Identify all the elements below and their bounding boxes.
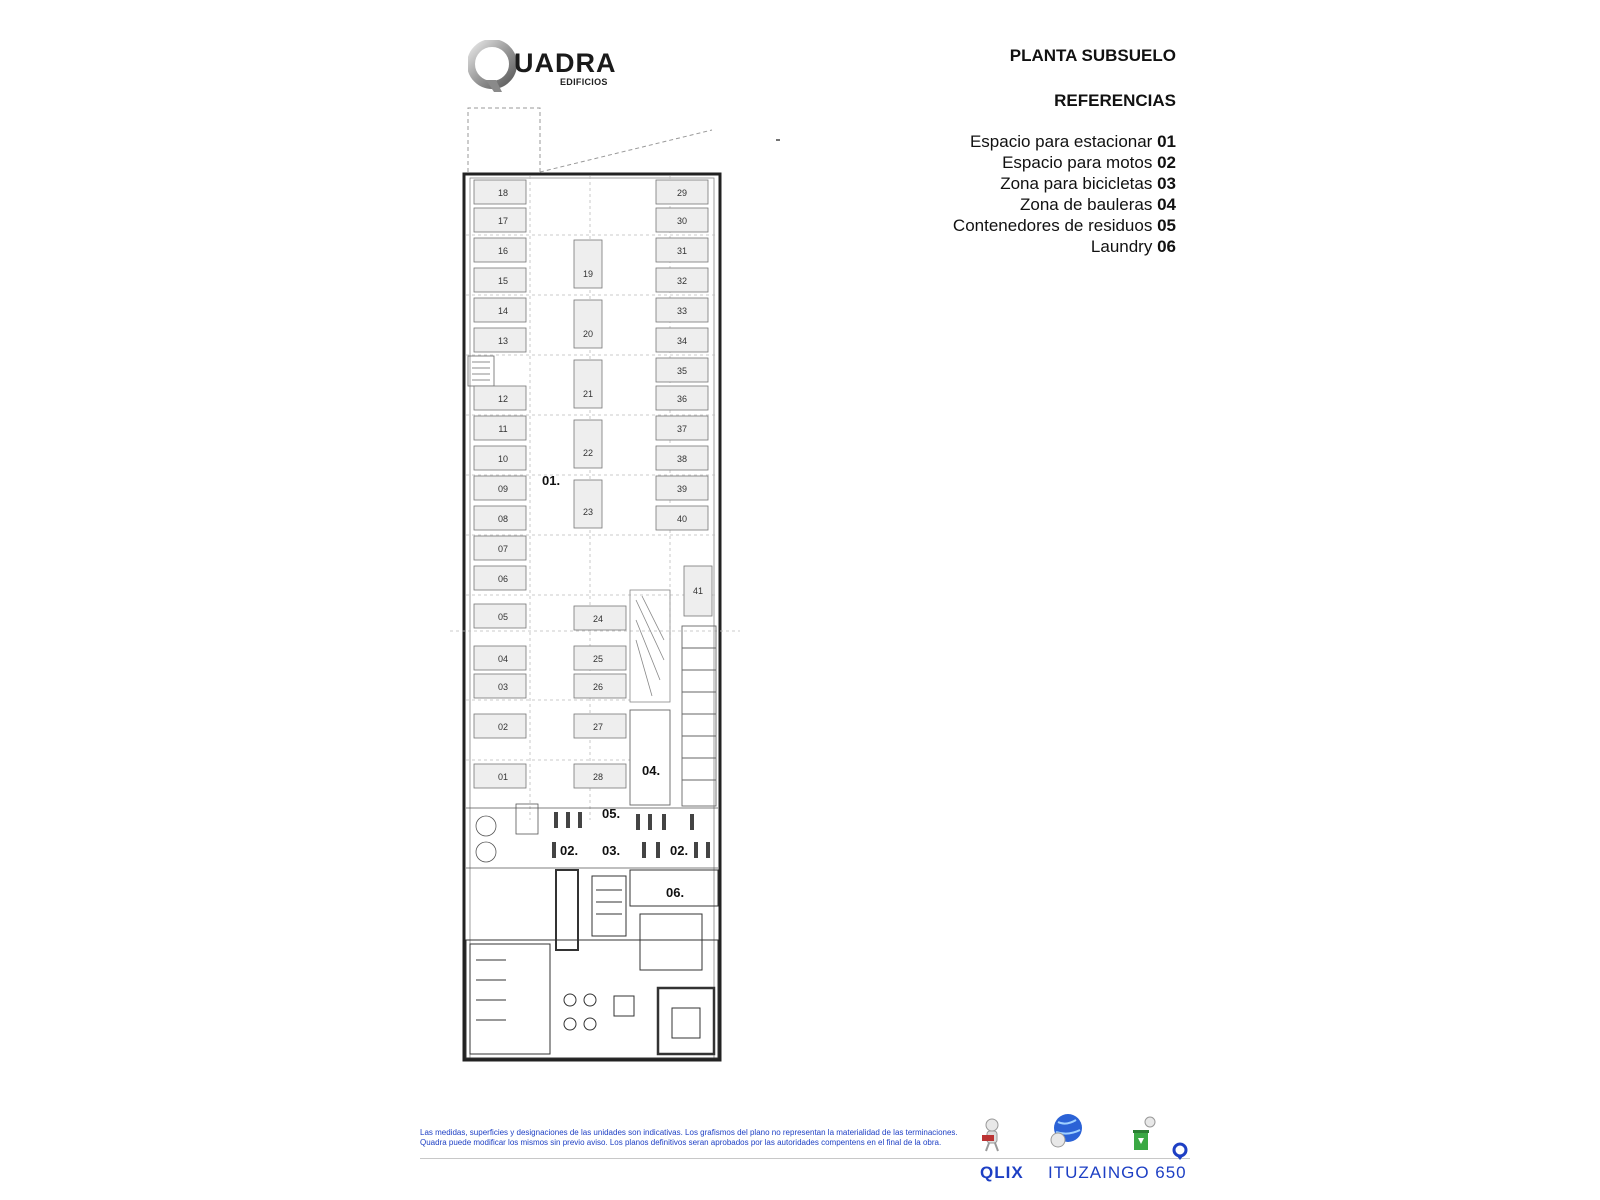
parking-space [656,386,708,410]
q-logo-icon [468,40,518,92]
parking-space [656,506,708,530]
space-number: 02 [497,722,509,732]
parking-space [474,674,526,698]
zone-label-06: 06. [666,885,685,900]
space-number: 13 [497,336,509,346]
parking-space [574,360,602,408]
parking-space [656,208,708,232]
space-number: 36 [676,394,688,404]
space-number: 33 [676,306,688,316]
zone-label-02b: 02. [670,843,689,858]
compass-icon [776,116,780,164]
parking-space [474,714,526,738]
space-number: 01 [497,772,509,782]
legend-label: Zona para bicicletas [1000,174,1153,193]
references-heading: REFERENCIAS [1054,91,1176,110]
space-number: 28 [592,772,604,782]
legend-label: Espacio para motos [1002,153,1153,172]
parking-space [574,240,602,288]
legend-item [953,194,1176,215]
stair [468,356,494,386]
floor-plan [430,100,780,1100]
space-number: 16 [497,246,509,256]
parking-space [474,180,526,204]
space-number: 38 [676,454,688,464]
zone-label-05: 05. [602,806,621,821]
space-number: 31 [676,246,688,256]
disclaimer [420,1128,980,1148]
person-icon [978,1118,1006,1152]
parking-space [474,646,526,670]
parking-space [656,268,708,292]
parking-spaces [474,180,712,788]
parking-space [474,566,526,590]
legend-code: 06 [1157,237,1176,256]
parking-space [474,416,526,440]
space-number: 35 [676,366,688,376]
space-number: 30 [676,216,688,226]
space-number: 26 [592,682,604,692]
legend-item [953,173,1176,194]
legend-code: 02 [1157,153,1176,172]
parking-space [474,476,526,500]
parking-space [574,606,626,630]
space-number: 10 [497,454,509,464]
zone-label-03: 03. [602,843,621,858]
space-number: 18 [497,188,509,198]
space-number: 03 [497,682,509,692]
legend-label: Espacio para estacionar [969,132,1153,151]
space-number: 29 [676,188,688,198]
space-number: 07 [497,544,509,554]
ramp [630,590,670,702]
entrance-outline [468,108,712,172]
legend-code: 04 [1157,195,1176,214]
parking-space [684,566,712,616]
legend-code: 05 [1157,216,1176,235]
legend-code: 01 [1157,132,1176,151]
parking-space [656,298,708,322]
legend-item [953,131,1176,152]
parking-space [574,300,602,348]
legend-label: Laundry [1090,237,1153,256]
space-number: 15 [497,276,509,286]
legend-item [953,236,1176,257]
parking-space [474,268,526,292]
location-pin-icon [1172,1142,1188,1162]
parking-space [574,480,602,528]
space-number: 19 [582,269,594,279]
footer-divider [420,1158,1190,1159]
space-number: 20 [582,329,594,339]
parking-space [656,358,708,382]
space-number: 14 [497,306,509,316]
parking-space [656,416,708,440]
parking-space [474,446,526,470]
parking-space [474,386,526,410]
logo-word: UADRA [514,48,617,78]
logo-subtitle: EDIFICIOS [560,77,608,87]
zone-label-02a: 02. [560,843,579,858]
space-number: 24 [592,614,604,624]
quadra-logo [468,40,618,92]
disclaimer-line: Las medidas, superficies y designaciones de las unidades son indicativas. Los grafismos del plano no representan la materialidad de las terminaciones. [420,1128,958,1137]
legend-label: Zona de bauleras [1020,195,1153,214]
parking-space [656,446,708,470]
space-number: 12 [497,394,509,404]
parking-space [474,764,526,788]
space-number: 06 [497,574,509,584]
parking-space [656,238,708,262]
parking-space [574,646,626,670]
project-address: ITUZAINGO 650 [1048,1163,1187,1182]
space-number: 27 [592,722,604,732]
space-number: 17 [497,216,509,226]
brand-name: QLIX [980,1163,1024,1182]
space-number: 37 [676,424,688,434]
space-number: 34 [676,336,688,346]
parking-space [574,674,626,698]
legend-item [953,152,1176,173]
zone-label-04: 04. [642,763,661,778]
zone-label-01: 01. [542,473,561,488]
disclaimer-line: Quadra puede modificar los mismos sin previo aviso. Los planos definitivos seran aprobados por las autoridades compentens en el final de la obra. [420,1138,942,1147]
legend [953,131,1176,257]
storage-units [630,626,716,806]
parking-space [474,298,526,322]
parking-space [474,238,526,262]
parking-space [474,536,526,560]
space-number: 23 [582,507,594,517]
space-number: 40 [676,514,688,524]
page-title: PLANTA SUBSUELO [1009,46,1176,65]
space-number: 08 [497,514,509,524]
space-number: 05 [497,612,509,622]
space-number: 25 [592,654,604,664]
globe-icon [1046,1112,1086,1152]
space-number: 09 [497,484,509,494]
parking-space [656,476,708,500]
space-number: 04 [497,654,509,664]
parking-space [574,420,602,468]
parking-space [656,180,708,204]
space-number: 41 [692,586,704,596]
parking-space [656,328,708,352]
space-number: 22 [582,448,594,458]
parking-space [474,506,526,530]
space-number: 21 [582,389,594,399]
parking-space [474,208,526,232]
parking-space [574,764,626,788]
legend-code: 03 [1157,174,1176,193]
legend-item [953,215,1176,236]
space-number: 11 [498,424,508,434]
space-number: 39 [676,484,688,494]
parking-space [474,604,526,628]
legend-label: Contenedores de residuos [952,216,1153,235]
space-number: 32 [676,276,688,286]
parking-space [574,714,626,738]
recycle-icon [1130,1116,1160,1152]
parking-space [474,328,526,352]
moto-bike-area [466,804,718,868]
